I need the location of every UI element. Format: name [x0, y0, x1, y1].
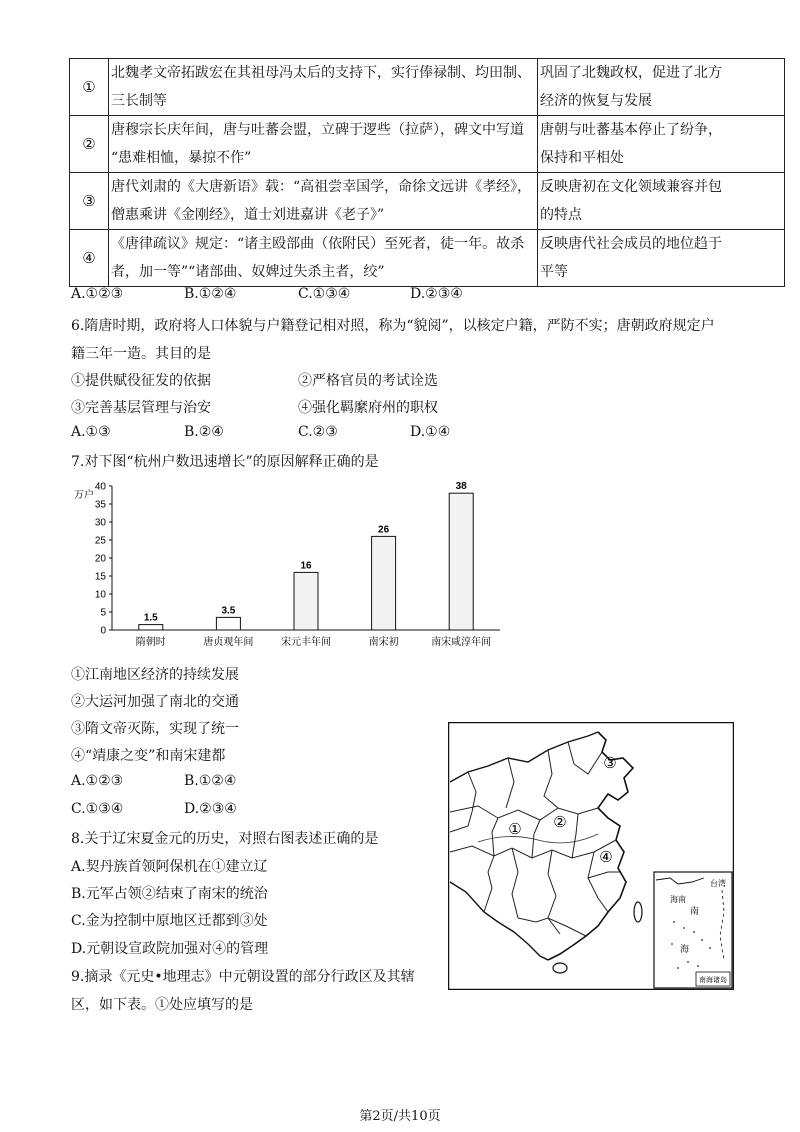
q5-content-line: 三长制等	[111, 93, 167, 109]
y-axis-label: 万户	[74, 490, 94, 501]
q8-option-b: B.元军占领②结束了南宋的统治	[71, 886, 268, 902]
map-marker-2: ②	[553, 814, 567, 831]
y-tick-label: 30	[94, 517, 106, 529]
x-category-label: 唐贞观年间	[203, 637, 254, 648]
q7-option-a: A.①②③	[71, 773, 124, 789]
q8-option-a: A.契丹族首领阿保机在①建立辽	[71, 859, 268, 875]
china-outline-map	[448, 722, 734, 990]
q5-row-content	[109, 116, 538, 173]
q6-option-c: C.②③	[298, 424, 338, 440]
q5-content-line: 者，加一等”“诸部曲、奴婢过失杀主者，绞”	[111, 264, 385, 280]
q5-conclusion-line: 保持和平相处	[540, 150, 624, 166]
q7-item-2: ②大运河加强了南北的交通	[71, 694, 239, 710]
q8-option-d: D.元朝设宣政院加强对④的管理	[71, 941, 269, 957]
page-footer: 第2页/共10页	[359, 1109, 441, 1124]
q5-table-row	[70, 230, 785, 287]
bar-data-label: 16	[300, 560, 312, 572]
bar-data-label: 3.5	[221, 605, 236, 617]
q5-content-line: 僧惠乘讲《金刚经》，道士刘进嘉讲《老子》”	[111, 207, 385, 223]
q6-stem-line-1: 6.隋唐时期，政府将人口体貌与户籍登记相对照，称为“貌阅”，以核定户籍，严防不实；唐朝政府规定户	[71, 318, 715, 334]
q5-option-a: A.①②③	[71, 286, 124, 302]
q5-row-number: ①	[70, 59, 109, 116]
map-marker-3: ③	[603, 755, 617, 772]
q7-option-d: D.②③④	[184, 801, 237, 817]
q5-option-d: D.②③④	[410, 286, 463, 302]
y-tick-label: 25	[94, 535, 106, 547]
y-tick-label: 5	[100, 607, 106, 619]
bar-data-label: 26	[378, 524, 390, 536]
q5-row-content	[109, 230, 538, 287]
bar-data-label: 38	[455, 481, 467, 493]
bar	[139, 625, 163, 630]
q5-table-row	[70, 59, 785, 116]
inset-label-nan: 南	[690, 906, 700, 916]
q5-table	[69, 58, 785, 287]
bar	[294, 572, 318, 630]
y-tick-label: 10	[94, 589, 106, 601]
y-tick-label: 20	[94, 553, 106, 565]
q6-item-3: ③完善基层管理与治安	[71, 400, 211, 416]
q5-content-line: 唐穆宗长庆年间，唐与吐蕃会盟，立碑于逻些（拉萨），碑文中写道	[111, 122, 524, 138]
q8-stem: 8.关于辽宋夏金元的历史，对照右图表述正确的是	[71, 831, 379, 847]
q6-item-2: ②严格官员的考试诠选	[298, 373, 438, 389]
q5-option-b: B.①②④	[184, 286, 237, 302]
y-tick-label: 15	[94, 571, 106, 583]
q7-option-c: C.①③④	[71, 801, 124, 817]
q5-conclusion-line: 巩固了北魏政权，促进了北方	[540, 65, 722, 81]
q5-row-conclusion	[538, 116, 785, 173]
q7-item-4: ④“靖康之变”和南宋建都	[71, 748, 226, 764]
q5-row-conclusion	[538, 230, 785, 287]
q5-row-content	[109, 173, 538, 230]
q7-stem: 7.对下图“杭州户数迅速增长”的原因解释正确的是	[71, 454, 379, 470]
q5-conclusion-line: 经济的恢复与发展	[540, 93, 652, 109]
q5-content-line: “患难相恤，暴掠不作”	[111, 150, 252, 166]
inset-label-nanhai-islands: 南海诸岛	[699, 977, 727, 984]
y-tick-label: 0	[100, 625, 106, 637]
x-category-label: 隋朝时	[135, 637, 166, 648]
q6-stem-line-2: 籍三年一造。其目的是	[71, 346, 211, 362]
q6-option-a: A.①③	[71, 424, 111, 440]
q7-item-1: ①江南地区经济的持续发展	[71, 667, 239, 683]
map-marker-1: ①	[508, 821, 522, 838]
south-sea-inset	[654, 872, 732, 988]
q5-conclusion-line: 的特点	[540, 207, 582, 223]
y-tick-label: 35	[94, 499, 106, 511]
x-category-label: 南宋咸淳年间	[431, 637, 492, 648]
households-bar-chart	[70, 476, 510, 652]
bar-data-label: 1.5	[143, 612, 158, 624]
q5-conclusion-line: 反映唐代社会成员的地位趋于	[540, 236, 722, 252]
q7-item-3: ③隋文帝灭陈，实现了统一	[71, 721, 239, 737]
q5-row-content	[109, 59, 538, 116]
q6-option-b: B.②④	[184, 424, 224, 440]
q7-option-b: B.①②④	[184, 773, 237, 789]
q5-conclusion-line: 平等	[540, 264, 568, 280]
q9-stem-line-1: 9.摘录《元史•地理志》中元朝设置的部分行政区及其辖	[71, 969, 415, 985]
q6-item-4: ④强化羁縻府州的职权	[298, 400, 438, 416]
map-marker-4: ④	[599, 849, 613, 866]
q5-content-line: 唐代刘肃的《大唐新语》载：“高祖尝幸国学，命徐文远讲《孝经》，	[111, 179, 532, 195]
q9-stem-line-2: 区，如下表。①处应填写的是	[71, 997, 253, 1013]
q6-item-1: ①提供赋役征发的依据	[71, 373, 211, 389]
q5-row-conclusion	[538, 59, 785, 116]
q5-conclusion-line: 唐朝与吐蕃基本停止了纷争，	[540, 122, 722, 138]
q5-row-number: ④	[70, 230, 109, 287]
q5-row-number: ③	[70, 173, 109, 230]
q5-table-row	[70, 116, 785, 173]
q5-conclusion-line: 反映唐初在文化领域兼容并包	[540, 179, 722, 195]
y-tick-label: 40	[94, 481, 106, 493]
inset-label-hai: 海	[680, 944, 690, 954]
x-category-label: 南宋初	[368, 637, 399, 648]
q5-content-line: 《唐律疏议》规定：“诸主殴部曲（依附民）至死者，徒一年。故杀	[111, 236, 525, 252]
q5-row-number: ②	[70, 116, 109, 173]
inset-label-hainan: 海南	[670, 895, 686, 904]
q6-option-d: D.①④	[410, 424, 451, 440]
q5-table-row	[70, 173, 785, 230]
q5-row-conclusion	[538, 173, 785, 230]
q5-content-line: 北魏孝文帝拓跋宏在其祖母冯太后的支持下，实行俸禄制、均田制、	[111, 65, 531, 81]
inset-label-taiwan: 台湾	[710, 879, 726, 888]
x-category-label: 宋元丰年间	[281, 637, 331, 648]
bar	[372, 536, 396, 630]
bar	[216, 617, 240, 630]
q5-option-c: C.①③④	[298, 286, 351, 302]
bar	[449, 493, 473, 630]
q8-option-c: C.金为控制中原地区迁都到③处	[71, 913, 268, 929]
